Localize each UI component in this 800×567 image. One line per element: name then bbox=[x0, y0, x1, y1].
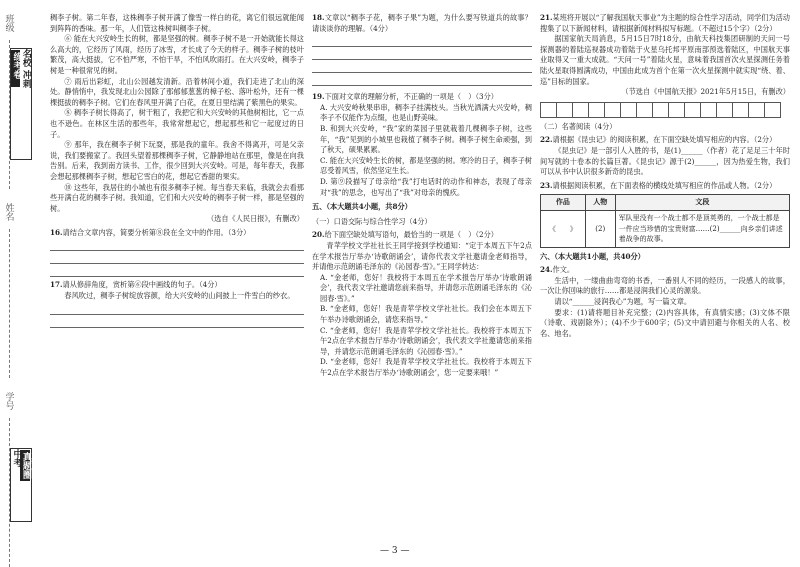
answer-line[interactable] bbox=[312, 47, 532, 60]
section-5-heading: 五、（本大题共4小题，共8分） bbox=[312, 202, 412, 212]
question-21: 21.某班将开展以“了解我国航天事业”为主题的综合性学习活动，同学们为活动搜集了以下新闻材料，请根据新闻材料拟写标题。（不超过15个字）（2分） bbox=[540, 13, 790, 33]
question-20: 20.给下面空缺处填写语句，最恰当的一项是（ ）（2分） bbox=[312, 230, 498, 240]
column-right bbox=[540, 10, 790, 339]
column-left bbox=[50, 10, 304, 328]
class-label: 班级 bbox=[3, 14, 14, 32]
passage-paragraph: ⑦ 雨后出彩虹，北山公园越发清新。沿着林间小道，我们走进了北山的深处。静悄悄中，我发现北山公园除了那郁郁葱葱的樟子松、落叶松外，还有一棵棵挺拔的稠李子树。它们在春风里开满了白花，在夏日里结满了紫黑色的果实。 bbox=[50, 76, 304, 107]
option-a[interactable]: A. 大兴安岭秋果串串，稠李子挂满枝头。当秋光洒满大兴安岭，稠李子不仅能作为点缀，也是山野美味。 bbox=[320, 102, 532, 123]
table-header: 人物 bbox=[585, 195, 615, 211]
question-22: 22.请根据《昆虫记》的阅读积累，在下面空缺处填写相应的内容。（2分） bbox=[540, 135, 777, 145]
answer-line[interactable] bbox=[50, 302, 304, 315]
question-17: 17.请从修辞角度，赏析第⑥段中画线的句子。（4分） bbox=[50, 280, 222, 290]
question-17-quote: 春风吹过，稠李子树绽放容颜，给大兴安岭的山间披上一件雪白的纱衣。 bbox=[64, 291, 295, 301]
text-cell: 军队里没有一个战士都不是顶英勇的，一个战士都是一件应当珍惜的宝贵财富……(2)______向乡亲们讲述着战争的故事。 bbox=[615, 210, 789, 247]
answer-line[interactable] bbox=[50, 251, 304, 264]
table-row bbox=[541, 210, 790, 247]
news-excerpt: 据国家航天局消息，5月15日7时18分，由航天科技集团研制的天问一号探测器的着陆巡视器成功着陆于火星乌托邦平原南部预选着陆区，中国航天事业取得又一重大成就。“天问一号”着陆火星，意味着我国首次火星探测任务着陆火星取得圆满成功，中国由此成为首个在第一次火星探测中就实现“绕、着、巡”目标的国家。 bbox=[540, 34, 790, 86]
answer-line[interactable] bbox=[50, 315, 304, 328]
essay-task: 请以“______浸润我心”为题，写一篇文章。 bbox=[554, 297, 692, 307]
work-cell[interactable]: 《 》 bbox=[541, 210, 586, 247]
question-18: 18.文章以“稠李子花，稠李子果”为题，为什么要写铁道兵的故事？请谈谈你的理解。（4分） bbox=[312, 13, 532, 33]
answer-line[interactable] bbox=[50, 264, 304, 277]
option-b[interactable]: B. “金老师，您好！我是青苹学校文学社社长。我们会在本周五下午举办诗歌朗诵会，请您来指导。” bbox=[320, 304, 532, 325]
page-number: — 3 — bbox=[380, 546, 410, 556]
answer-line[interactable] bbox=[312, 60, 532, 73]
section-6-heading: 六、（本大题共1小题，共40分） bbox=[540, 251, 645, 261]
passage-paragraph: ⑧ 稠李子树长得高了，树干粗了，我把它和大兴安岭的其他树相比，它一点也不逊色。在林区生活的那些年，我常常想起它，想起那些和它一起度过的日子。 bbox=[50, 108, 304, 139]
passage-paragraph: ⑩ 这些年，我居住的小城也有很多稠李子树。每当春天来临，我就会去看那些开满白花的稠李子树。我知道，它们和大兴安岭的稠李子树一样，都是坚强的树。 bbox=[50, 182, 304, 213]
answer-line[interactable] bbox=[312, 34, 532, 47]
question-16: 16.请结合文章内容，简要分析第⑧段在全文中的作用。（3分） bbox=[50, 227, 251, 237]
subsection-1-heading: （一）口语交际与综合性学习（4分） bbox=[312, 216, 432, 226]
news-source: （节选自《中国航天报》2021年5月15日，有删改） bbox=[621, 87, 790, 97]
column-middle bbox=[312, 10, 532, 379]
question-20-intro: 青苹学校文学社社长王同学接到学校通知：“定于本周五下午2点在学术报告厅举办‘诗歌朗诵会’，请你代表文学社邀请金老师指导，并请他示范朗诵毛泽东的《沁园春·雪》。”王同学转达： bbox=[312, 240, 532, 272]
passage-source: （选自《人民日报》，有删改） bbox=[206, 214, 304, 224]
answer-grid[interactable] bbox=[540, 102, 790, 118]
option-d[interactable]: D. “金老师，您好！我是青苹学校文学社社长。我校将于本周五下午2点在学术报告厅举办‘诗歌朗诵会’，您一定要来哦！” bbox=[320, 357, 532, 378]
question-19: 19.下面对文章的理解分析，不正确的一项是（ ）（3分） bbox=[312, 92, 498, 102]
option-c[interactable]: C. 能在大兴安岭生长的树，都是坚强的树。寒冷的日子，稠李子树忍受着风雪，依然坚定生长。 bbox=[320, 155, 532, 176]
essay-requirements: 要求：(1)请将题目补充完整；(2)内容具体，有真情实感；(3)文体不限（诗歌、戏剧除外）；(4)不少于600字；(5)文中请回避与你相关的人名、校名、地名。 bbox=[540, 307, 790, 338]
option-a[interactable]: A. “金老师，您好！我校将于本周五在学术报告厅举办‘诗歌朗诵会’，我代表文学社邀请您前来指导，并请您示范朗诵毛泽东的《沁园春·雪》。” bbox=[320, 272, 532, 303]
option-c[interactable]: C. “金老师，您好！我是青苹学校文学社社长。我校将于本周五下午2点在学术报告厅举办‘诗歌朗诵会’，我代表文学社邀请您前来指导，并请您示范朗诵毛泽东的《沁园春·雪》。” bbox=[320, 325, 532, 356]
table-header: 作品 bbox=[541, 195, 586, 211]
option-b[interactable]: B. 和到大兴安岭，“我”家的菜园子里就栽着几棵稠李子树，这些年，“我”见到的小城里也栽植了稠李子树。稠李子树生命顽强，到了秋天，硕果累累。 bbox=[320, 123, 532, 155]
series-logo-top: 名校 冲刺 练考卷 bbox=[10, 48, 32, 160]
answer-line[interactable] bbox=[312, 73, 532, 86]
essay-prompt: 生活中，一缕曲曲弯弯的书香，一番别人不同的经历，一段感人的故事，一次让你回味的旅行……都是浸润我们心灵的源泉。 bbox=[540, 275, 790, 296]
id-label: 学号 bbox=[3, 392, 14, 410]
left-sidebar bbox=[0, 0, 34, 567]
answer-line[interactable] bbox=[50, 238, 304, 251]
passage-paragraph: ⑨ 那年，我在稠李子树下玩耍，那是我的童年。我舍不得离开，可是父亲说，我们要搬家了。我回头望着那棵稠李子树，它静静地站在那里，像是在向我告别。后来，我到南方读书、工作，很少回到大兴安岭。可是，每年春天，我都会想起那棵稠李子树，想起它雪白的花，想起它香甜的果实。 bbox=[50, 140, 304, 181]
works-table bbox=[540, 194, 790, 247]
series-logo-bottom: 真题圈 中考 bbox=[10, 448, 32, 522]
subsection-2-heading: （二）名著阅读（4分） bbox=[540, 121, 617, 131]
passage-paragraph: ⑥ 能在大兴安岭生长的树，都是坚强的树。稠李子树不是一开始就能长得这么高大的，它经历了风雨，经历了冰雪，才长成了今天的样子。稠李子树的枝叶繁茂，高大挺拔，它不怕严寒，不怕干旱，不怕风吹雨打。在大兴安岭，稠李子树是一种很常见的树。 bbox=[50, 34, 304, 75]
passage-paragraph: 稠李子树。第二年春，这株稠李子树开满了像雪一样白的花，离它们很远就能闻到阵阵的香味。那一年，人们管这株树叫稠李子树。 bbox=[50, 13, 304, 33]
option-d[interactable]: D. 第⑨段描写了母亲给“我”打电话时的动作和神态，表现了母亲对“我”的思念，也写出了“我”对母亲的愧疚。 bbox=[320, 176, 532, 197]
table-header: 文段 bbox=[615, 195, 789, 211]
name-label: 姓名 bbox=[3, 203, 14, 221]
question-23: 23.请根据阅读积累，在下面表格的横线处填写相应的作品或人物。（2分） bbox=[540, 180, 777, 190]
question-22-body: 《昆虫记》是一部引人入胜的书，是(1)______（作者）花了足足三十年时间写就的十卷本的长篇巨著。《昆虫记》源于(2)______，因为热爱生物，我们可以从书中认识很多新奇的昆虫。 bbox=[540, 145, 790, 177]
question-24: 24.作文。 bbox=[540, 265, 575, 275]
person-cell[interactable]: (2) bbox=[585, 210, 615, 247]
